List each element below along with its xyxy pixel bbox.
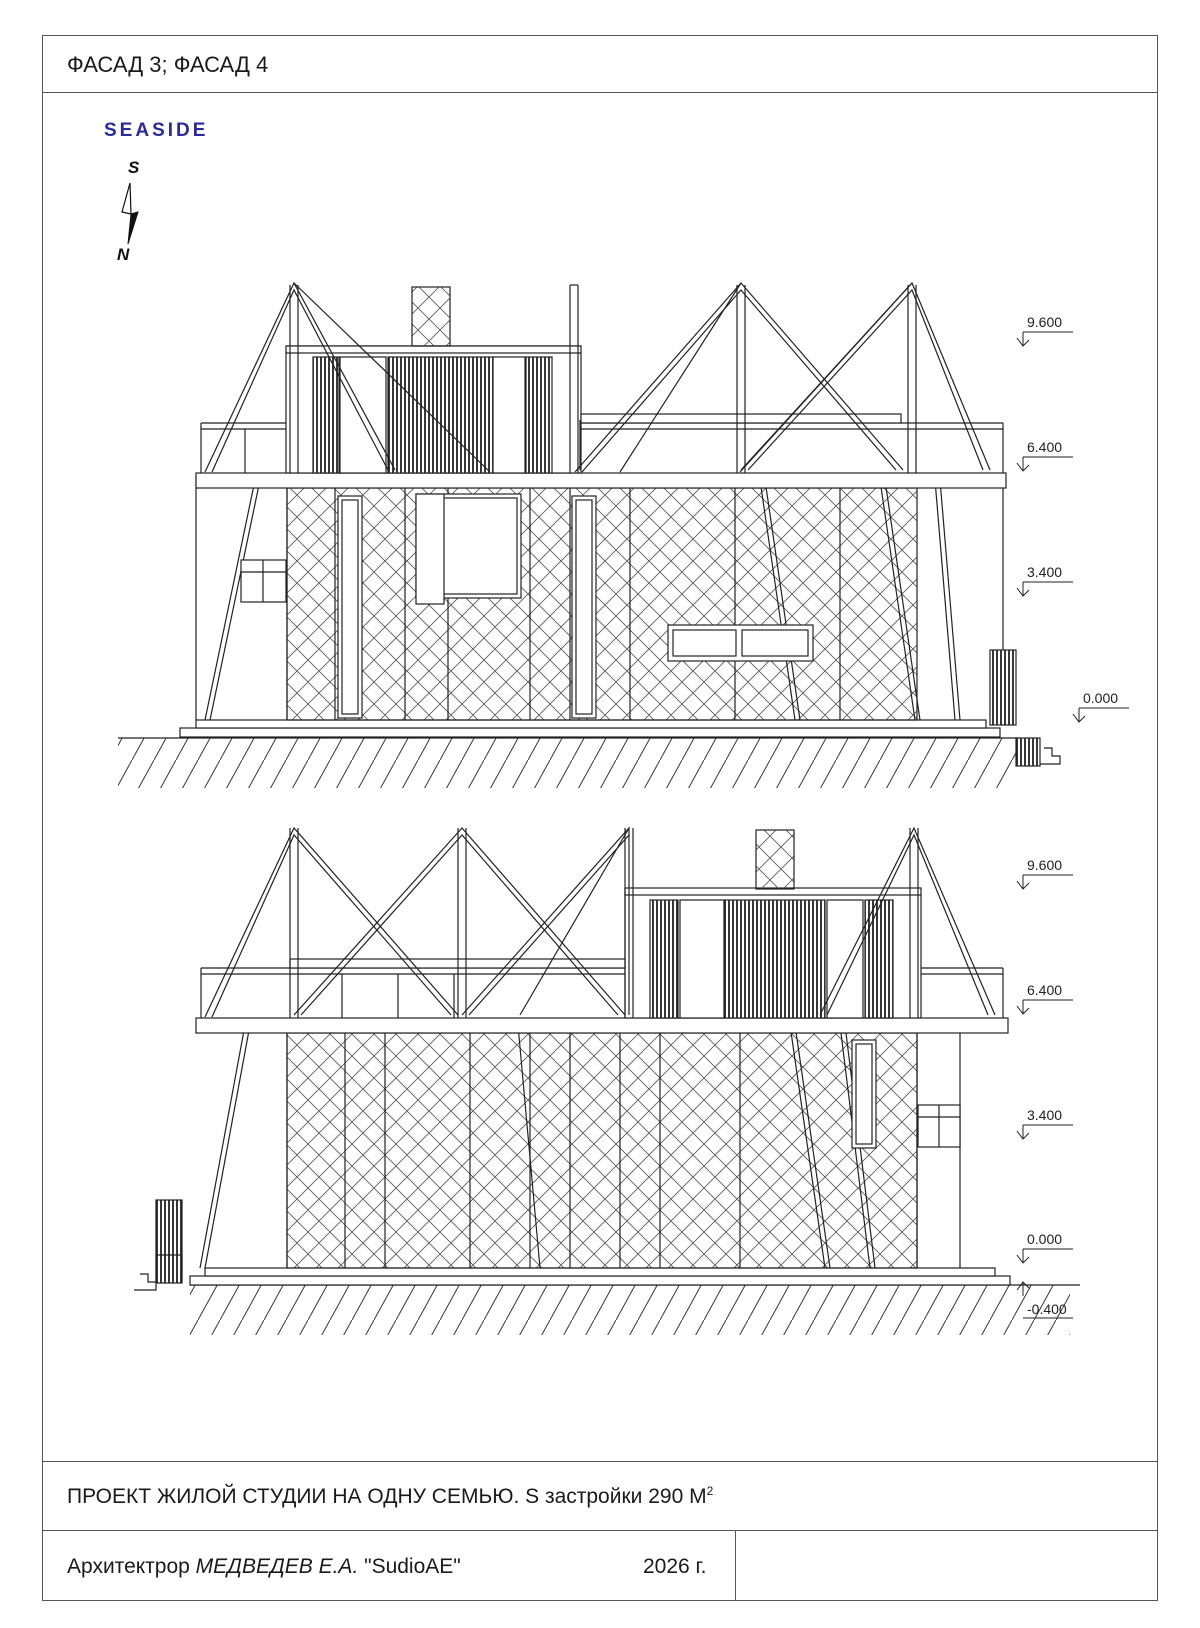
- facade-3-elevation: [118, 283, 1063, 788]
- level-label: 6.400: [1027, 982, 1063, 998]
- level-label: 3.400: [1027, 1107, 1063, 1123]
- project-title-text: ПРОЕКТ ЖИЛОЙ СТУДИИ НА ОДНУ СЕМЬЮ. S застройки 290 М: [67, 1485, 707, 1508]
- level-label: 9.600: [1027, 314, 1063, 330]
- studio-name: "SudioAE": [358, 1555, 461, 1578]
- compass-icon: [117, 158, 140, 264]
- level-label: 3.400: [1027, 564, 1063, 580]
- orientation-label: SEASIDE: [104, 120, 209, 141]
- level-label: -0.400: [1027, 1301, 1067, 1317]
- project-year: 2026 г.: [643, 1555, 707, 1578]
- level-mark-9600: [1017, 857, 1073, 889]
- level-label: 6.400: [1027, 439, 1063, 455]
- facade-3-levels: [1017, 314, 1129, 722]
- compass-north-label: N: [117, 245, 130, 264]
- architect-name: МЕДВЕДЕВ Е.А.: [195, 1555, 359, 1578]
- facade-4-levels: [1017, 857, 1073, 1318]
- level-label: 0.000: [1083, 690, 1119, 706]
- level-label: 9.600: [1027, 857, 1063, 873]
- level-mark-9600: [1017, 314, 1073, 346]
- compass-south-label: S: [128, 158, 140, 177]
- level-mark-6400: [1017, 439, 1073, 471]
- level-label: 0.000: [1027, 1231, 1063, 1247]
- level-mark-3400: [1017, 1107, 1073, 1139]
- level-mark-6400: [1017, 982, 1073, 1014]
- level-mark-0000: [1017, 1231, 1073, 1263]
- architect-prefix: Архитектрор: [67, 1555, 196, 1578]
- facade-4-elevation: [134, 828, 1080, 1335]
- level-mark-3400: [1017, 564, 1073, 596]
- sheet-title: ФАСАД 3; ФАСАД 4: [67, 52, 269, 77]
- area-unit-superscript: 2: [706, 1484, 714, 1498]
- level-mark-0000: [1073, 690, 1129, 722]
